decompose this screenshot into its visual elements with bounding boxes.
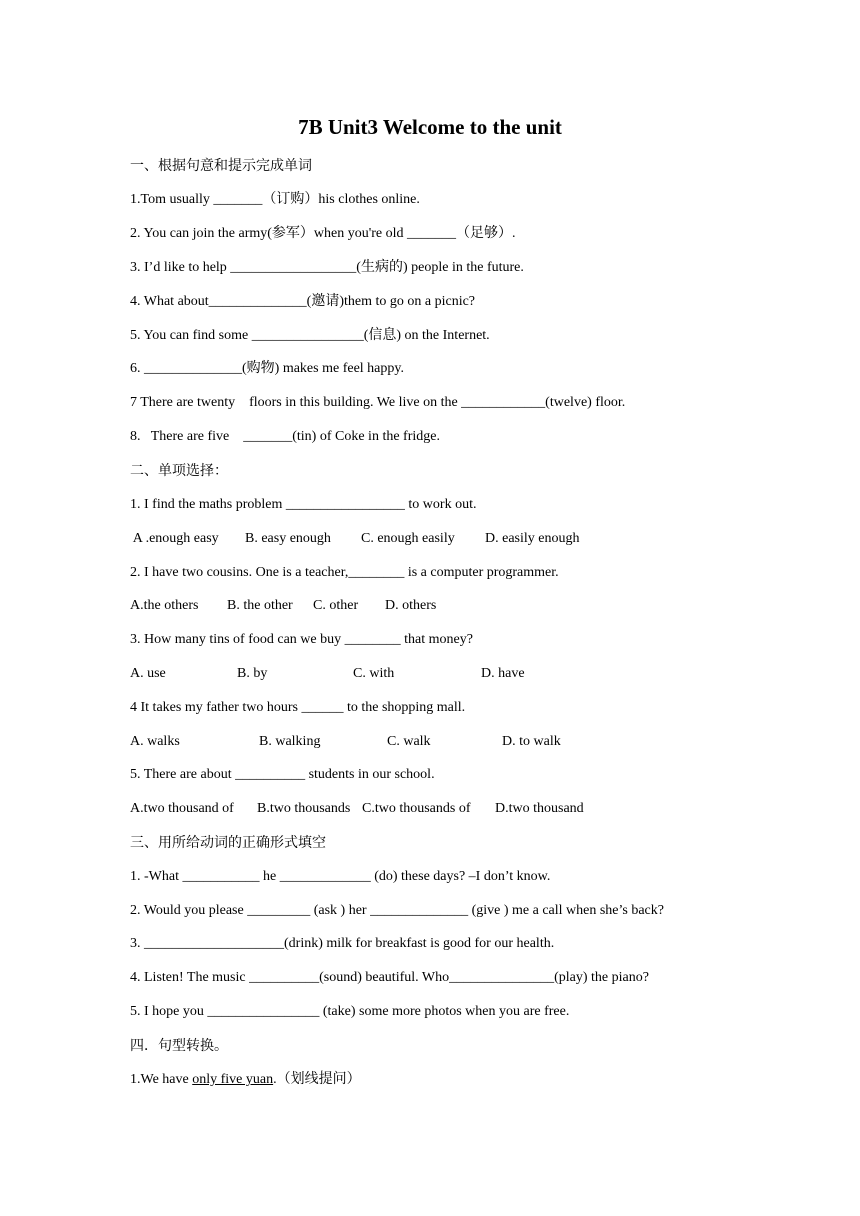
- section-4-item-1-underlined: only five yuan: [192, 1072, 274, 1087]
- section-3-item-5: 5. I hope you ________________ (take) some more photos when you are free.: [130, 1004, 570, 1019]
- question-5-option-c: C.two thousands of: [362, 801, 471, 816]
- section-1-item-1: 1.Tom usually _______（订购）his clothes online.: [130, 192, 420, 207]
- section-1-item-3: 3. I’d like to help __________________(生病的) people in the future.: [130, 260, 524, 275]
- section-4-item-1-prefix: 1.We have: [130, 1072, 193, 1087]
- section-4-item-1: [130, 1070, 361, 1090]
- section-3-item-2: 2. Would you please _________ (ask ) her ______________ (give ) me a call when she’s back?: [130, 903, 664, 918]
- section-1-item-5: 5. You can find some ________________(信息) on the Internet.: [130, 328, 490, 343]
- section-4-item-1-suffix: .（划线提问）: [273, 1072, 361, 1087]
- question-4-option-d: D. to walk: [502, 734, 561, 749]
- section-2-heading: 二、单项选择：: [130, 463, 228, 479]
- question-1-stem: 1. I find the maths problem _________________ to work out.: [130, 497, 477, 512]
- question-2-option-a: A.the others: [130, 598, 199, 613]
- question-3-option-a: A. use: [130, 666, 166, 681]
- section-1-heading: 一、根据句意和提示完成单词: [130, 158, 312, 174]
- question-2-option-c: C. other: [313, 598, 359, 613]
- question-1-option-c: C. enough easily: [361, 531, 455, 546]
- question-4-stem: 4 It takes my father two hours ______ to the shopping mall.: [130, 700, 466, 715]
- question-4-option-a: A. walks: [130, 734, 180, 749]
- section-1-item-7: 7 There are twenty floors in this building. We live on the ____________(twelve) floor.: [130, 395, 626, 410]
- section-3-item-3: 3. ____________________(drink) milk for breakfast is good for our health.: [130, 936, 555, 951]
- section-3-heading: 三、用所给动词的正确形式填空: [130, 835, 326, 851]
- question-3-option-d: D. have: [481, 666, 525, 681]
- question-1-option-d: D. easily enough: [485, 531, 580, 546]
- section-1-item-4: 4. What about______________(邀请)them to go on a picnic?: [130, 294, 476, 309]
- question-5-option-b: B.two thousands: [257, 801, 351, 816]
- question-5-option-d: D.two thousand: [495, 801, 584, 816]
- section-1-item-8: 8. There are five _______(tin) of Coke in the fridge.: [130, 429, 440, 444]
- section-1-item-2: 2. You can join the army(参军）when you're old _______（足够）.: [130, 226, 516, 241]
- question-2-stem: 2. I have two cousins. One is a teacher,________ is a computer programmer.: [130, 565, 559, 580]
- page-title: 7B Unit3 Welcome to the unit: [298, 115, 562, 139]
- section-1-item-6: 6. ______________(购物) makes me feel happy.: [130, 361, 404, 376]
- question-2-option-b: B. the other: [227, 598, 293, 613]
- section-3-item-4: 4. Listen! The music __________(sound) beautiful. Who_______________(play) the piano?: [130, 970, 649, 985]
- section-3-item-1: 1. -What ___________ he _____________ (do) these days? –I don’t know.: [130, 869, 551, 884]
- question-3-option-b: B. by: [237, 666, 268, 681]
- question-4-option-c: C. walk: [387, 734, 431, 749]
- question-3-stem: 3. How many tins of food can we buy ________ that money?: [130, 632, 473, 647]
- question-5-stem: 5. There are about __________ students in our school.: [130, 767, 435, 782]
- question-1-option-b: B. easy enough: [245, 531, 331, 546]
- question-1-option-a: A .enough easy: [130, 531, 219, 546]
- question-3-option-c: C. with: [353, 666, 395, 681]
- question-4-option-b: B. walking: [259, 734, 321, 749]
- section-4-heading: 四．句型转换。: [130, 1038, 228, 1054]
- question-2-option-d: D. others: [385, 598, 437, 613]
- question-5-option-a: A.two thousand of: [130, 801, 234, 816]
